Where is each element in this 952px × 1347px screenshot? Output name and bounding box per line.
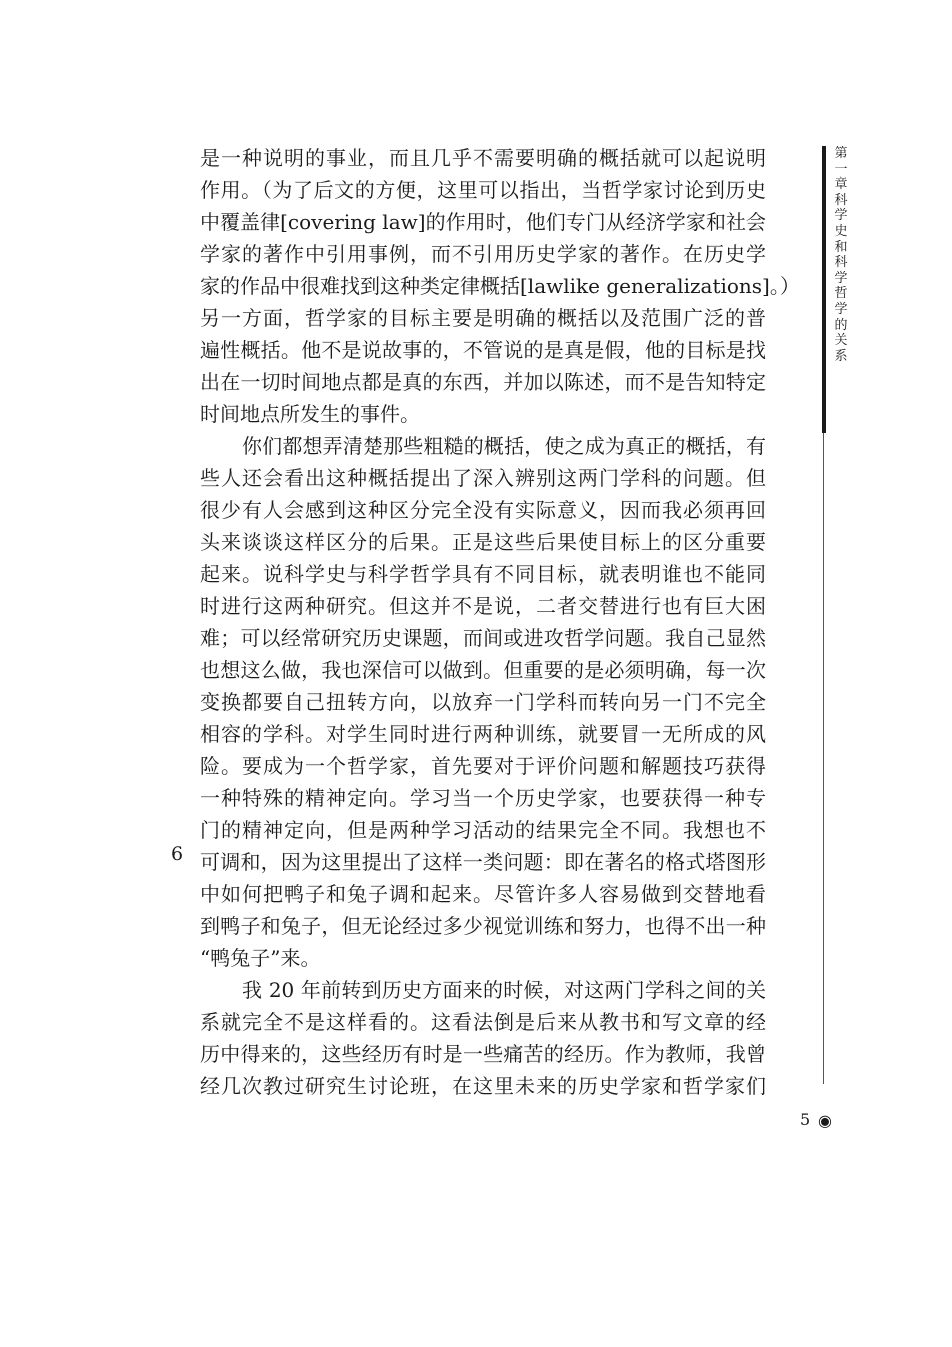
text-line: 家的作品中很难找到这种类定律概括[lawlike generalizations]。） bbox=[200, 274, 800, 298]
chapter-running-title: 第一章 科学史和科学哲学的关系 bbox=[834, 146, 861, 364]
text-line: “鸭兔子”来。 bbox=[200, 946, 321, 970]
text-line: 作用。（为了后文的方便，这里可以指出，当哲学家讨论到历史 bbox=[200, 178, 766, 202]
text-line: 另一方面，哲学家的目标主要是明确的概括以及范围广泛的普 bbox=[200, 306, 766, 330]
text-line: 门的精神定向，但是两种学习活动的结果完全不同。我想也不 bbox=[200, 818, 766, 842]
text-line: 学家的著作中引用事例，而不引用历史学家的著作。在历史学 bbox=[200, 242, 766, 266]
text-line: 头来谈谈这样区分的后果。正是这些后果使目标上的区分重要 bbox=[200, 530, 766, 554]
margin-page-number: 6 bbox=[171, 843, 184, 865]
text-line: 起来。说科学史与科学哲学具有不同目标，就表明谁也不能同 bbox=[200, 562, 766, 586]
text-line: 是一种说明的事业，而且几乎不需要明确的概括就可以起说明 bbox=[200, 146, 766, 170]
text-line: 一种特殊的精神定向。学习当一个历史学家，也要获得一种专 bbox=[200, 786, 766, 810]
page-number: 5 bbox=[800, 1110, 811, 1129]
text-line: 相容的学科。对学生同时进行两种训练，就要冒一无所成的风 bbox=[200, 722, 766, 746]
text-line: 出在一切时间地点都是真的东西，并加以陈述，而不是告知特定 bbox=[200, 370, 766, 394]
text-line: 中覆盖律[covering law]的作用时，他们专门从经济学家和社会 bbox=[200, 210, 766, 234]
text-line: 到鸭子和兔子，但无论经过多少视觉训练和努力，也得不出一种 bbox=[200, 914, 766, 938]
text-line: 遍性概括。他不是说故事的，不管说的是真是假，他的目标是找 bbox=[200, 338, 766, 362]
text-line: 时进行这两种研究。但这并不是说，二者交替进行也有巨大困 bbox=[200, 594, 766, 618]
text-line: 也想这么做，我也深信可以做到。但重要的是必须明确，每一次 bbox=[200, 658, 766, 682]
text-line: 历中得来的，这些经历有时是一些痛苦的经历。作为教师，我曾 bbox=[200, 1042, 766, 1066]
text-line: 系就完全不是这样看的。这看法倒是后来从教书和写文章的经 bbox=[200, 1010, 766, 1034]
text-line: 时间地点所发生的事件。 bbox=[200, 402, 420, 426]
text-line: 些人还会看出这种概括提出了深入辨别这两门学科的问题。但 bbox=[200, 466, 766, 490]
text-line: 经几次教过研究生讨论班，在这里未来的历史学家和哲学家们 bbox=[200, 1074, 766, 1098]
text-line: 险。要成为一个哲学家，首先要对于评价问题和解题技巧获得 bbox=[200, 754, 766, 778]
text-line: 难；可以经常研究历史课题，而间或进攻哲学问题。我自己显然 bbox=[200, 626, 766, 650]
text-line: 变换都要自己扭转方向，以放弃一门学科而转向另一门不完全 bbox=[200, 690, 766, 714]
text-line: 你们都想弄清楚那些粗糙的概括，使之成为真正的概括，有 bbox=[242, 434, 766, 458]
page-ornament-icon: ◉ bbox=[818, 1111, 832, 1130]
chapter-marker-bar bbox=[822, 146, 826, 433]
text-line: 很少有人会感到这种区分完全没有实际意义，因而我必须再回 bbox=[200, 498, 766, 522]
text-line: 我 20 年前转到历史方面来的时候，对这两门学科之间的关 bbox=[242, 978, 766, 1002]
text-line: 中如何把鸭子和兔子调和起来。尽管许多人容易做到交替地看 bbox=[200, 882, 766, 906]
text-line: 可调和，因为这里提出了这样一类问题：即在著名的格式塔图形 bbox=[200, 850, 766, 874]
